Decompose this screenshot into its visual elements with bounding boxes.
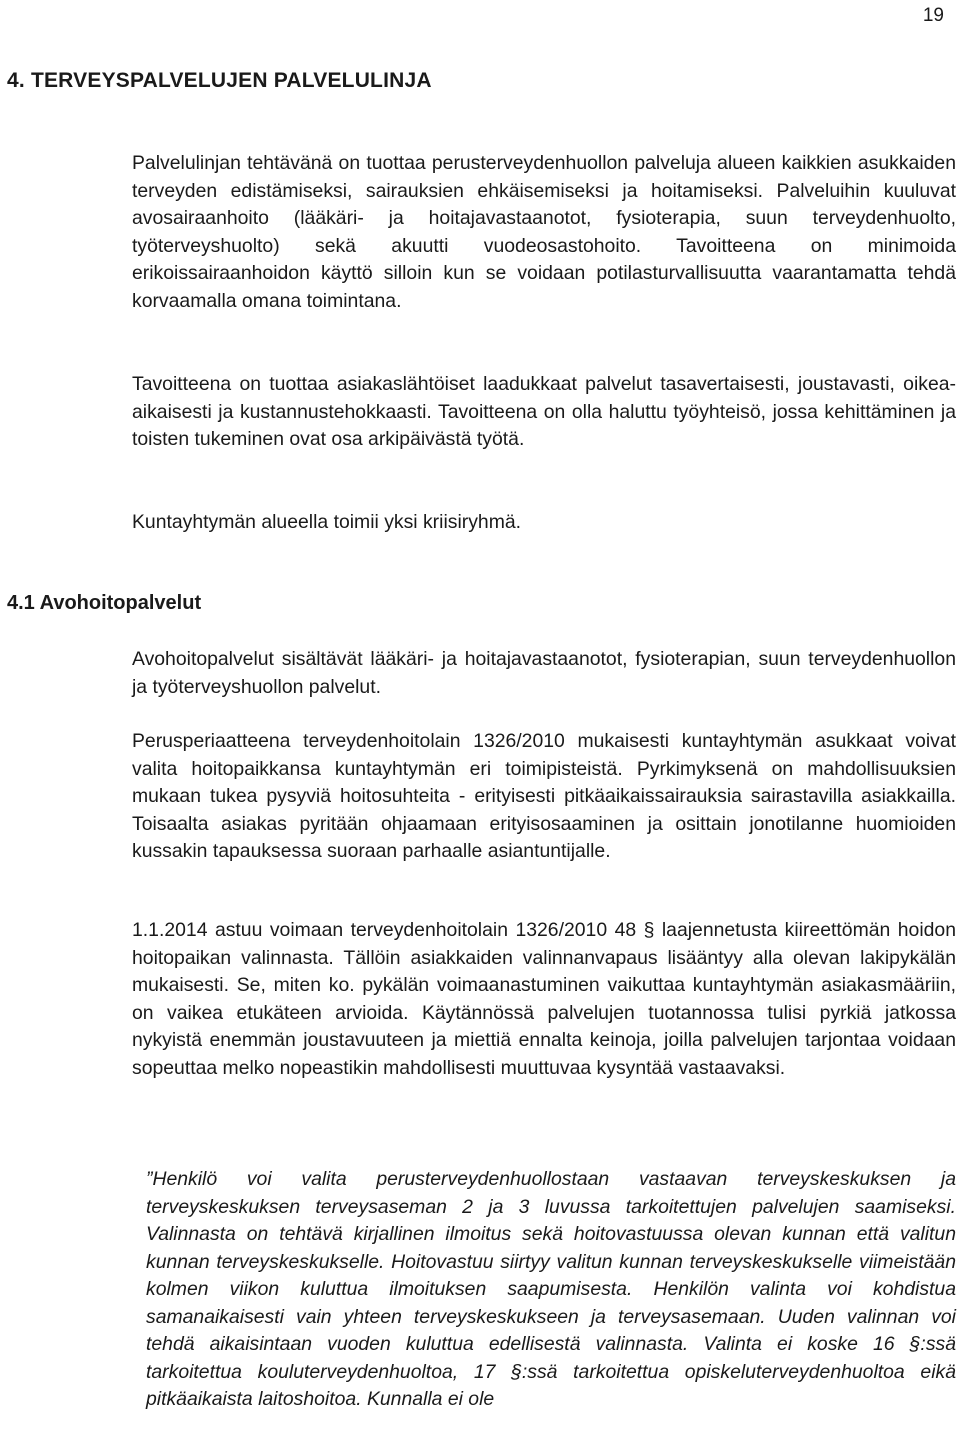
page-number: 19 xyxy=(922,5,944,26)
section-paragraph-3: 1.1.2014 astuu voimaan terveydenhoitolain 1326/2010 48 § laajennetusta kiireettömän hoidon hoitopaikan valinnasta. Tällöin asiakkaiden valinnanvapaus lisääntyy alla olevan lakipykälän mukaisesti. Se, miten ko. pykälän voimaanastuminen vaikuttaa kuntayhtymän asiakasmääriin, on vaikea etukäteen arvioida. Käytännössä palvelujen tuotannossa tulisi pyrkiä jatkossa nykyistä enemmän joustavuuteen ja miettiä ennalta keinoja, joilla palvelujen tarjontaa voidaan sopeuttaa melko nopeastikin mahdollisesti muuttuvaa kysyntää vastaavaksi. xyxy=(132,919,956,1079)
law-quote: ”Henkilö voi valita perusterveydenhuollostaan vastaavan terveyskeskuksen ja terveyskeskuksen terveysaseman 2 ja 3 luvussa tarkoitettujen palvelujen saamiseksi. Valinnasta on tehtävä kirjallinen ilmoitus sekä hoitovastuussa olevan kunnan että valitun kunnan terveyskeskukselle. Hoitovastuu siirtyy valitun kunnan terveyskeskukselle viimeistään kolmen viikon kuluttua ilmoituksen saapumisesta. Henkilön valinta voi kohdistua samanaikaisesti vain yhteen terveyskeskukseen ja terveysasemaan. Uuden valinnan voi tehdä aikaisintaan vuoden kuluttua edellisestä valinnasta. Valinta ei koske 16 §:ssä tarkoitettua kouluterveydenhuoltoa, 17 §:ssä tarkoitettua opiskeluterveydenhuoltoa eikä pitkäaikaista laitoshoitoa. Kunnalla ei ole xyxy=(146,1168,956,1410)
chapter-paragraph-2: Tavoitteena on tuottaa asiakaslähtöiset laadukkaat palvelut tasavertaisesti, joustavasti, oikea-aikaisesti ja kustannustehokkaasti. Tavoitteena on olla haluttu työyhteisö, jossa kehittäminen ja toisten tukeminen ovat osa arkipäivästä työtä. xyxy=(132,373,956,450)
chapter-heading: 4. TERVEYSPALVELUJEN PALVELULINJA xyxy=(7,69,432,92)
chapter-paragraph-3: Kuntayhtymän alueella toimii yksi kriisiryhmä. xyxy=(132,511,522,533)
chapter-paragraph-1: Palvelulinjan tehtävänä on tuottaa perusterveydenhuollon palveluja alueen kaikkien asukkaiden terveyden edistämiseksi, sairauksien ehkäisemiseksi ja hoitamiseksi. Palveluihin kuuluvat avosairaanhoito (lääkäri- ja hoitajavastaanotot, fysioterapia, suun terveydenhuolto, työterveyshuolto) sekä akuutti vuodeosastohoito. Tavoitteena on minimoida erikoissairaanhoidon käyttö silloin kun se voidaan potilasturvallisuutta vaarantamatta tehdä korvaamalla omana toimintana. xyxy=(132,152,956,312)
section-heading: 4.1 Avohoitopalvelut xyxy=(7,592,202,614)
section-paragraph-1: Avohoitopalvelut sisältävät lääkäri- ja hoitajavastaanotot, fysioterapian, suun terveydenhuollon ja työterveyshuollon palvelut. xyxy=(132,648,956,698)
section-paragraph-2: Perusperiaatteena terveydenhoitolain 1326/2010 mukaisesti kuntayhtymän asukkaat voivat valita hoitopaikkansa kuntayhtymän eri toimipisteistä. Pyrkimyksenä on mahdollisuuksien mukaan tukea pysyviä hoitosuhteita - erityisesti pitkäaikaissairauksia sairastavilla asiakkailla. Toisaalta asiakas pyritään ohjaamaan erityisosaaminen ja osittain jonotilanne huomioiden kussakin tapauksessa suoraan parhaalle asiantuntijalle. xyxy=(132,730,956,862)
